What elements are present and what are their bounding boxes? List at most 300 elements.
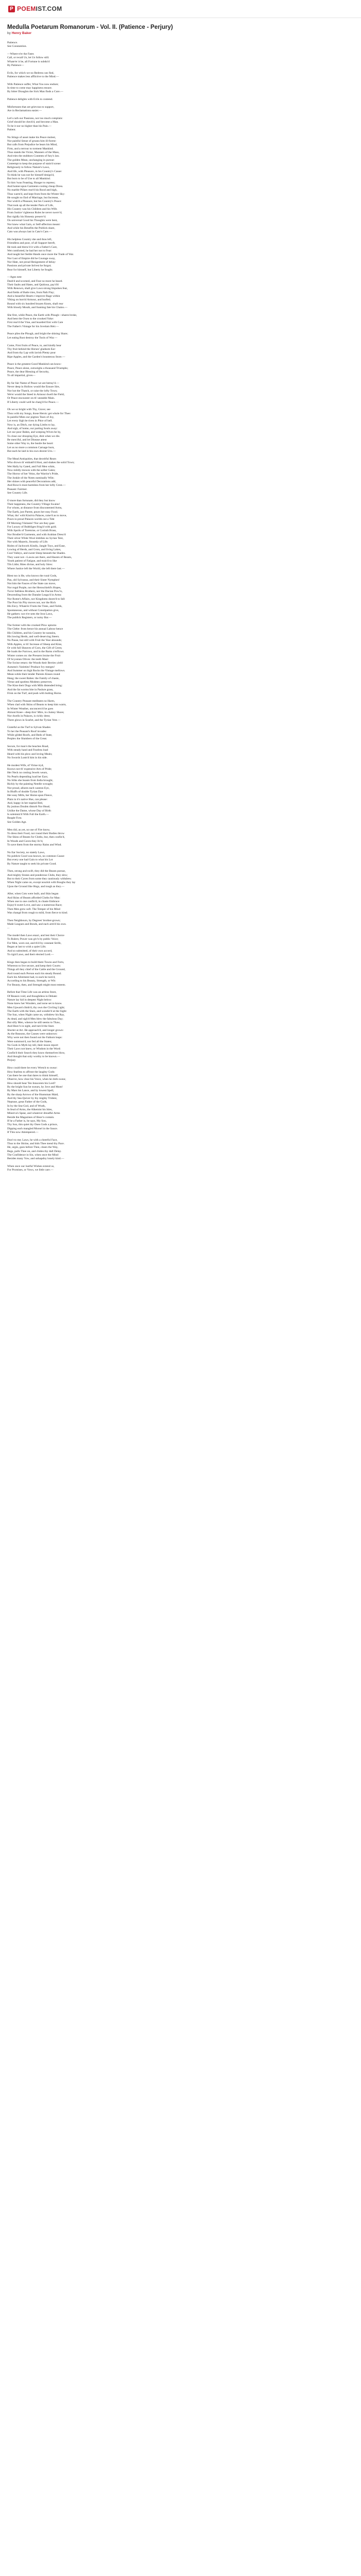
stanza	[7, 726, 354, 741]
poem-line: His Children, and his Country he sustains,	[7, 631, 56, 635]
poem-line: Men Upward climb'd, thy own the Circling Light;	[7, 1006, 65, 1009]
poem-line: If Liberty could well be charg'd for Peace.—	[7, 400, 59, 404]
poem-line: And Rows's most harmless from her lofty Crest.—	[7, 484, 66, 487]
poem-line: Spontaneous, and without Constipation give,	[7, 608, 59, 612]
poem-line: Nor Brodier'd Garments, and with Arabian Dress'd	[7, 533, 66, 536]
poem-line: From Justice' righteous Rules he never swerv'd,	[7, 211, 62, 215]
poem-line: Call, or recall Us, let Us follow still.	[7, 56, 50, 60]
poem-line: And taught her feeble Hands once more the Trade of War.	[7, 253, 74, 257]
stanza	[7, 117, 354, 132]
poem-line: Perplex the Slumbers of the Great.	[7, 737, 47, 741]
stanza	[7, 408, 354, 453]
poem-line: Patient.	[7, 128, 16, 131]
poem-line: Whate'er it be, all Fortune is subdu'd	[7, 60, 50, 63]
stanza	[7, 1066, 354, 1134]
poem-line: How should hear Ten Innocents his Lord?	[7, 1081, 56, 1085]
stanza	[7, 892, 354, 915]
poem-line: Oh we so bright with Thy, Grave; see	[7, 408, 51, 412]
poem-line: For Luxury of Bubbliges fring'd with gold.	[7, 526, 57, 529]
poem-line: No publick Good was known, no common Cause:	[7, 854, 65, 858]
stanza	[7, 332, 354, 340]
poem-line: No marble Pillars rear'd his Rood and high,	[7, 189, 58, 192]
poem-line: But every one had Gain to what his Lot	[7, 858, 53, 862]
poem-line: And Heav'n in sight, and turn'd the Stars	[7, 1025, 54, 1028]
poem-line: Their faults and Hates, and Quitious, pay'd'd	[7, 283, 59, 286]
poem-line: Let us no more a common Carnage burn,	[7, 446, 55, 449]
poem-line: Dash'd and scorned, and Fear no more he heard.	[7, 279, 63, 283]
poem-line: The Sun, when Night came on, withdrew his Ray,	[7, 1013, 65, 1017]
poem-line: Nor hot the Thatch, or raise the lofty Town;	[7, 389, 58, 393]
poem-line: Secure, for man's the beaches Road,	[7, 744, 49, 748]
poem-line: The Country Peasant meditates no Harm,	[7, 699, 55, 703]
poem-line: Nor proud, allures each wanton Eye,	[7, 786, 50, 790]
poem-line: But silly Men, whence he still seems to Thaw,	[7, 1021, 61, 1025]
poem-line: Virtue and spotless Modesty preserves.	[7, 681, 53, 684]
poem-line: For Promises, or Vows, we little care.—	[7, 1168, 54, 1172]
poem-line: As dead, and sigh'd Men blew the fabulous Day;	[7, 1017, 63, 1021]
poem-line: He took and threw'd it with a Father's Care,	[7, 245, 58, 249]
poem-line: The publick Registers, or noisy Bar.—	[7, 616, 52, 620]
poem-line: Neptune, great Father of the Gods,	[7, 1100, 47, 1104]
poem-line: But born to be of Use to all Mankind.	[7, 177, 51, 181]
poem-line: Pan, old Sylvanus, and their Sister Nymphes!	[7, 578, 60, 582]
stanza	[7, 745, 354, 760]
stanza	[7, 41, 354, 49]
logo-mark-icon: P	[8, 6, 15, 12]
poem-line: He modest Wife, of Virtue tryd,	[7, 764, 44, 767]
poem-line: And life, with Pleasure, in his Country's Cause:	[7, 170, 62, 173]
poem-line: And from thy Lap with lavish Plenty pour	[7, 351, 56, 355]
stanza	[7, 624, 354, 696]
poem-line: Mean-while their tender Parents Kisses round	[7, 673, 60, 676]
poem-line: Upon the Ground like Hogs, and tough as they.—	[7, 885, 64, 888]
poem-line: Peace is the greatest Good Mankind can know:	[7, 363, 62, 366]
poem-line: With bloody Mouth, and foaming fate his Chains.—	[7, 306, 68, 310]
poem-line: The Confidence in Sin, when once the Mind	[7, 1154, 59, 1157]
poem-line: Besides many Vow, and unhapdny lonely kind.—	[7, 1157, 64, 1161]
stanza	[7, 238, 354, 272]
poem-line: He, urgin, goes before Thee, clears the Way,	[7, 1146, 58, 1149]
poem-line: No Stings of asset make his Peace molest,	[7, 135, 56, 139]
poem-body	[7, 41, 354, 1173]
poem-line: And Skins of Beasts afforded Cloths for Man:	[7, 896, 60, 900]
poem-line: Their Laws not knew, or Wisdom in the Word:	[7, 1047, 61, 1051]
poem-line: Plain in it's native Hue, can please:	[7, 798, 48, 801]
poem-line: Thus to the Shrine, and bids Thee mend thy Pace.	[7, 1142, 64, 1146]
poem-line: And tries the stubborn Contents of fury's law.	[7, 155, 60, 158]
poem-line: The Glebe: from hence his annual Labour hence	[7, 628, 63, 631]
poem-line: After, when Cots were built, and Skin began	[7, 892, 59, 896]
stanza	[7, 870, 354, 889]
poem-line: Began at last to wish a quiet Life;	[7, 945, 46, 949]
poem-line: And round each Person each his steady Bound.	[7, 972, 62, 975]
poem-line: By Mars his Lance, and by lowest Spell,	[7, 1089, 54, 1093]
poem-line: When Night came on, except nourish with Boughs they lay	[7, 881, 76, 885]
poem-line: To Rulers; Power was giv'n by public Voice;	[7, 938, 59, 941]
poem-line: Of Reason void, and thoughtless in Debate:	[7, 994, 58, 998]
poem-line: Patience makes less afflictive to the Mind.—	[7, 75, 59, 79]
poem-line: Of Morning-Visitants? Nor are they gaze	[7, 521, 55, 525]
poem-line: Men did, as yet, no use of Fire know,	[7, 828, 51, 832]
stanza	[7, 991, 354, 1063]
poem-line: And while his Benefits the Publick share,	[7, 226, 55, 230]
poem-line: Enjoy'd sweet Love, and saw a numerous Race;	[7, 904, 62, 907]
poem-line: The Earth, just Parent, pours her easy Food.	[7, 510, 58, 514]
poem-line: In Woods and Caves they liv'd,	[7, 839, 43, 843]
stanza	[7, 499, 354, 571]
poem-line: And, happy in her nuptial Bed,	[7, 802, 43, 805]
poem-line: Are in Reclamations easier.—	[7, 109, 42, 113]
poem-line: See Country Life.	[7, 491, 28, 495]
stanza	[7, 764, 354, 825]
poem-line: Tils Little; Rites divine, and holy Sires:	[7, 563, 53, 567]
poem-line: His lowing Herds, and well-deserving Steers.	[7, 635, 60, 638]
poem-line: Knows not th' expensive Arts of Pride;	[7, 768, 52, 771]
poem-line: Heard with his plow and loving Meals;	[7, 752, 53, 756]
poem-line: No Gods in Myth lay tell, their moon report:	[7, 1044, 59, 1047]
poem-line: Never deep in Hollow would the Ensure Sire,	[7, 385, 60, 389]
poem-line: How fearless to affront the laughty Gods:	[7, 1070, 55, 1074]
poem-line: Come, First fruits of Peace, to, and kindly bear	[7, 344, 61, 347]
poem-line: If This now Attempered.—	[7, 1131, 39, 1134]
poem-line: No Ear Society, no stately Laws,	[7, 851, 45, 854]
poem-line: Peace, the dear Blessing of Security,	[7, 370, 50, 374]
poem-line: Then Neighbours, by Degrees' brother-grown;	[7, 919, 61, 922]
poem-line: Twixt faithless Brothers, nor the Dacian Pow'rs,	[7, 589, 63, 593]
poem-line: But calls from Prejudice he bears his Mind,	[7, 143, 58, 147]
stanza	[7, 934, 354, 957]
poem-line: To dress their Food, nor round their Bodies throw	[7, 832, 65, 835]
poem-line: Misfortunes that are grievous to support,	[7, 105, 55, 109]
poem-line: Frisk on the Turf, and push with butting Horns.	[7, 692, 62, 696]
stanza	[7, 344, 354, 359]
poem-line: Why were not then found out the Fathom leaps:	[7, 1036, 62, 1040]
poem-line: Religiously to follow Nature's Laws,	[7, 166, 50, 170]
poem-line: Descending from the Danube Leagu'd in Arms:	[7, 594, 62, 597]
stanza	[7, 919, 354, 930]
poem-line: Can there be one that dares to think himself,	[7, 1074, 58, 1077]
poem-line: She first, while Peace, the Earth with Plough—shares broke,	[7, 313, 77, 317]
poem-line: Pours in proud Palaces worlds out a Tide	[7, 518, 55, 521]
poem-line: Contempt to keep the purpose of stain'd scene:	[7, 162, 61, 165]
poem-line: Thus stands the Victor, Manners of the Mass,	[7, 150, 60, 154]
poem-line: Was changd from rough to mild, from fierce to kind.	[7, 911, 68, 915]
poem-line: Whereon to live secure, and keep their Courts:	[7, 964, 61, 968]
poem-line: To think he was not for himself design'd,	[7, 174, 55, 177]
poem-line: How could there be every Wretch to swear:	[7, 1066, 58, 1070]
poem-line: Each his Allotment had, to each he turn'd,	[7, 975, 56, 979]
stanza	[7, 961, 354, 987]
poem-line: By jealous Doubts disturb Nor Head;	[7, 805, 51, 809]
poem-line: Let our poor Babes, and weeping Wives be by,	[7, 431, 61, 434]
poem-line: Thus warm'd, and kept from from the Winter Sky:	[7, 192, 65, 196]
site-logo[interactable]	[8, 5, 62, 12]
poem-line: He loads the Furrows, and in the Barns o'erflows.	[7, 650, 64, 654]
stanza	[7, 457, 354, 495]
poem-line: Hang; the sweet Babes: the Family of chaste,	[7, 676, 59, 680]
poem-line: To him 'twas Feasting, Hunger to repress;	[7, 181, 56, 184]
poem-line: With Apples, or th' Increase of Sheep and Kine,	[7, 642, 62, 646]
poem-line: By the bright Sun he swears, by Jove and Mom!	[7, 1085, 63, 1089]
poem-line: His helpless Country she and thou left,	[7, 238, 52, 241]
poem-line: Youth patient of Fatigue, and train'd to like	[7, 560, 57, 563]
stanza	[7, 83, 354, 94]
logo-tld: IST.COM	[36, 5, 62, 12]
logo-name: POEM	[17, 5, 36, 12]
poem-line: The Horror of her Veins, the Warrior's Pride,	[7, 472, 59, 476]
poem-line: Nor wish'd a Pleasure, but his Country's Peace:	[7, 200, 62, 204]
poem-line: Then, strong and swift, they did the Beasts pursue,	[7, 870, 66, 873]
poem-line: The model then Laws enact, and lest their Choice	[7, 934, 64, 938]
poem-line: See Golden Age.	[7, 820, 27, 824]
poem-line: Thy Son, this quiet thy Ones Gods a prince,	[7, 1123, 58, 1127]
stanza	[7, 314, 354, 329]
poem-line: Or with full Sheaves of Corn, the Gift of Ceres;	[7, 647, 62, 650]
poem-line: Nor dwells in Palaces, is richly drest;	[7, 715, 51, 718]
poem-line: And so submitted, of their own accord,	[7, 949, 53, 953]
stanza	[7, 72, 354, 79]
poem-line: When one to one confin'd, in chaste Embrace	[7, 900, 60, 904]
poem-line: If he a Father is, he says, My Son,	[7, 1119, 47, 1123]
poem-line: Now mildly mowes with the softer Gales;	[7, 468, 56, 472]
poem-line: Lowing of Herds, and Grots, and living Lakes,	[7, 548, 61, 552]
poem-line: With Patience suffer, What You now endure;	[7, 82, 59, 86]
poem-line: Nature lay hid in deepest Night below:	[7, 998, 52, 1002]
poem-line: The Swine return: the Woods their Berries yield:	[7, 662, 63, 665]
stanza	[7, 363, 354, 378]
poem-line: Peace, Peace alone, outweighs a thousand Triumphs;	[7, 366, 69, 370]
poem-line: Minerva's Spear, and whatever dreadful Arms	[7, 1112, 60, 1115]
poem-line: Reaple First.	[7, 817, 22, 820]
poem-title: Medulla Poetarum Romanorum - Vol. II. (Patience - Perjury)	[7, 24, 173, 30]
poem-line: Their happiness, the Country-Village Swains!	[7, 502, 60, 506]
poem-line: Wet comforted, he bad her not to Fear:	[7, 249, 52, 252]
poem-line: That took up all the tender Parts of Life,	[7, 204, 54, 207]
poem-line: To rigid Laws, and their elected Lord.—	[7, 953, 54, 956]
poem-line: Now is, an Ditch, our dying Limbs to lay,	[7, 423, 56, 427]
poem-line: Peasant: Fairmer.	[7, 487, 27, 491]
stanza	[7, 574, 354, 620]
poem-line: In Bluffs of double Tyrian Dye	[7, 790, 43, 794]
poem-line: We'er would the Steed in Armour dwell the Field,	[7, 393, 65, 396]
poem-line: To her the Peasant's Roof invades:	[7, 730, 47, 733]
poem-line: With Spoils of Toretoise, or Corinth Brass,	[7, 529, 57, 533]
poem-line: Confin'd their Search they know themselves blow,	[7, 1051, 65, 1055]
poem-line: Let eating Rust destroy the Tools of War.—	[7, 336, 58, 340]
poem-line: And homer-spun Garments costing cheap Dress.	[7, 185, 63, 189]
poem-line: The Jonkle of the Notes nominally Wile;	[7, 476, 55, 480]
poem-line: And sigh, of home, our parting Souls away:	[7, 427, 58, 431]
poem-line: The Mead Antiquities, that deceitful Rears	[7, 457, 57, 461]
poem-line: With Renown, shall give Laws strong Impulses fear,	[7, 287, 68, 291]
poem-line: Not him the Fasces of the State can move,	[7, 582, 56, 586]
poem-line: Almost Knee—deep thro' Mire, in clumsy Shoes;	[7, 710, 64, 714]
poem-line: Is solemniz'd With Full the Earth.—	[7, 813, 49, 817]
poem-line: For whom, at distance from discontented Arms,	[7, 506, 62, 510]
stanza	[7, 828, 354, 848]
poem-line: To save them from the stormy Rains and Wind.	[7, 843, 62, 846]
poem-line: By Patience—	[7, 64, 24, 67]
poem-line: As the Reasons, the Causes were unknown:	[7, 1032, 58, 1036]
poem-line: No Pause, but still with Fruit the Year abounds;	[7, 639, 62, 642]
poem-line: See Constantion.	[7, 45, 27, 48]
poem-line: Unlike the Dame, whose Day of Birth	[7, 809, 51, 812]
poem-line: Cool Valleys, and sweet Sleep beneath the Shades.	[7, 552, 66, 555]
poem-line: Bound with six hundred brazen Knots, shall rear	[7, 302, 63, 306]
poem-line: Nor Hate, not proud Resignment of delay:	[7, 260, 56, 264]
poem-line: According to his Beauty, Strength, or Wit:	[7, 979, 56, 983]
author-link[interactable]: Henry Baker	[11, 31, 31, 35]
stanza	[7, 276, 354, 310]
poem-line: Begs, pulls Thee on, and chides thy dull Delay.	[7, 1149, 62, 1153]
logo-text	[17, 5, 62, 12]
poem-line: Rear for himself, but Liberty he fought.	[7, 268, 53, 272]
poem-line: Rishts of Jachwork Kindly, Jangle Toys, and Ease,	[7, 544, 65, 548]
poem-line: Don't to me; Laws, he with a cheerful Face,	[7, 1138, 58, 1142]
poem-line: No Swords Lusts'd him in his side.	[7, 756, 47, 759]
poem-line: Let every Sigh be tiven in Pitce of hell.	[7, 419, 53, 423]
poem-line: Thou with my Songs, those Heroic get whole for Thee:	[7, 412, 71, 415]
poem-line: He gathers: nor e'er sees the Iron Laws,	[7, 612, 53, 616]
stanza	[7, 700, 354, 722]
poem-line: And fields of Batle tries, from Path Flay;	[7, 291, 55, 294]
poem-line: Or Peace encounter on th' unstable Main.	[7, 397, 55, 400]
poem-line: The golden Mean, unchanging in pursue:	[7, 158, 55, 162]
poem-line: For Men, worn out, and th'd by constant Strife,	[7, 941, 61, 945]
poem-content	[0, 18, 361, 1173]
poem-line: Dipping each mangled Morsel in the Sauce.	[7, 1127, 58, 1130]
poem-line: Be merciful, and let Disease attest	[7, 438, 47, 442]
poem-line: What, tho' with Kind-in Palaces, raise'd as to move,	[7, 514, 67, 517]
poem-byline	[7, 31, 354, 35]
poem-line: Cato was always last in Cato's Care.—	[7, 230, 52, 234]
poem-line: But to their Caves from some they cautiously withdrew.	[7, 877, 72, 880]
poem-line: Evils, for which we no Redress can find,	[7, 71, 54, 75]
poem-line: Winter comes on: the Pressers bruise the Fruit	[7, 654, 61, 657]
stanza	[7, 98, 354, 101]
poem-line: Thy fruit behind the Horses' gladsom Ear:	[7, 347, 56, 351]
poem-line: The former with the crooked Plow upturns	[7, 623, 57, 627]
poem-line: Nor Lust of Empire did he Courage sway,	[7, 257, 56, 260]
poem-line: His Envy. Whate'er Fruits the Trees, and Fields,	[7, 605, 62, 608]
poem-line: For Beauty, then, and Strength might most esteem.	[7, 983, 66, 987]
poem-line: In Winter Weather, unconcern'd he goes	[7, 707, 54, 710]
poem-line: Before that Time Life was an artless Store,	[7, 991, 57, 994]
poem-line: In time to come may happiness ensure.	[7, 87, 53, 90]
poem-line: But rigidly his Honesty preserv'd.	[7, 215, 46, 218]
poem-line: Observe, how clear his Voice, when he doth swear,	[7, 1078, 66, 1081]
poem-line: Nor painful Sense of groans him ill-forest:	[7, 139, 57, 143]
poem-line: To all impartial, gives—	[7, 374, 36, 378]
poem-line: Made Leagues and Bonds, and each arm'd his own.	[7, 923, 67, 926]
stanza	[7, 106, 354, 113]
poem-line: By bitter Draughts the Sick Man finds a Cure.—	[7, 90, 63, 94]
poem-line: None knew her Wonders, and none set to know.	[7, 1002, 62, 1006]
poem-line: When once our lustful Wishes extend us,	[7, 1165, 55, 1168]
poem-line: The Earth with the Stars, and wonder'd at the Sight:	[7, 1010, 67, 1013]
poem-line: Her easy Mills, her Home-spun Fleece,	[7, 794, 53, 798]
poem-line: Then Men grew soft. The Temper of his Mind	[7, 907, 60, 911]
stanza	[7, 136, 354, 234]
poem-line: And the fat worms bite in Paslure grass,	[7, 688, 54, 691]
poem-line: Some other Way to, the bustle the heart:	[7, 442, 54, 446]
poem-line: He sought no End of Marriage, but Increase,	[7, 196, 59, 200]
poem-line: Passions and private Int'rest he forgot;	[7, 264, 52, 268]
poem-line: Patience.	[7, 41, 18, 44]
poem-line: His Country was his Children and his Wife.	[7, 208, 58, 211]
poem-line: Nor regal Purple, nor the Heroschield's Hopes,	[7, 586, 61, 589]
poem-line: Nor Rome's Affairs, nor Kingdoms doom'd to fall:	[7, 597, 65, 601]
stanza	[7, 1165, 354, 1173]
poem-line: Grief should be check'd, and become a Man.	[7, 121, 59, 124]
poem-line: —Where-e'er the Fates	[7, 53, 34, 56]
stanza	[7, 53, 354, 67]
poem-line: Blest too is He, who knows the rural Gods,	[7, 574, 57, 578]
poem-line: In by the Sea-God, and of Wrath,	[7, 1104, 46, 1108]
poem-line: On universal Good his Thoughts were bent,	[7, 219, 58, 223]
poem-line: Of Scyonian Olives: the teeth Mast:	[7, 658, 49, 662]
poem-line: Who drown th' embattl'd Host, and shakes the solid Town;	[7, 461, 75, 465]
poem-line: In feud of Arms, the Alkemist his Isles,	[7, 1108, 53, 1111]
poem-line: And Summer on high Rocks the Vintage mellows.	[7, 669, 65, 673]
poem-line: No Pearls depending load her Ears;	[7, 775, 48, 778]
poem-line: Ripe Apples, and the Garden's bounteous Store.—	[7, 355, 65, 359]
poem-line: In painful Mien our pigtion Tears of Joy,	[7, 416, 54, 419]
poem-line: Let's curb our Passions, nor too much complain:	[7, 116, 63, 120]
poem-line: And bent the Oxen to the crooked Yoke:	[7, 317, 54, 321]
poem-line: Nor with Mazeris, Stoumly of Life.	[7, 540, 48, 544]
poem-line: By Nature taught to seek his private Good.	[7, 862, 57, 866]
poem-line: The Father's Vintage for his Jovelam Heir.—	[7, 325, 59, 328]
poem-line: Autumn's Varieties! Produce Ivy merges!	[7, 665, 55, 669]
poem-line: And thought that only worthy to be known.—	[7, 1055, 60, 1059]
poem-line: Viking on horrid Armour, and burfed;	[7, 298, 51, 302]
byline-prefix: by	[7, 31, 11, 35]
poem-line: To close our drooping Eye, dish when we die.	[7, 434, 60, 438]
poem-line: Kings then began to build them Towns and Forts,	[7, 960, 64, 964]
poem-line: Her Neck no costing Jewels wears,	[7, 771, 48, 775]
poem-line: Her shines with peaceful Decorations add,	[7, 480, 56, 483]
poem-line: While gilded Roofs, and Beds of State,	[7, 733, 53, 737]
poem-line: No Silks she boasts from India brought,	[7, 779, 54, 783]
poem-line: ...	[7, 926, 10, 930]
poem-line: Patience delights with Evils to contend.	[7, 98, 53, 101]
poem-line: Richly by the painting Needle wrought;	[7, 783, 53, 786]
poem-line: And a beautiful Hearts t improve Rage within	[7, 295, 60, 298]
poem-line: The Skins of Beasts for Cloths, but, then confin'd,	[7, 836, 65, 839]
poem-line: Beside the Magazines of Heav'n contain.	[7, 1115, 55, 1119]
poem-line: Perjury	[7, 1059, 16, 1062]
poem-line: Wet Hally by Gated, and Full Men whim,	[7, 465, 55, 468]
poem-line: First rear'd the Vine, and hoarded first with Care	[7, 321, 63, 325]
poem-line: And thy Sea-Quiver by thy mighty Trident,	[7, 1096, 57, 1100]
poem-line: Nor knew what Gain, or Self-affection meant:	[7, 223, 60, 226]
poem-line: When clad with Skins of Beasts to keep him warm,	[7, 703, 67, 707]
poem-line: With steady hand and Fearless load	[7, 749, 48, 752]
poem-line: And mighty Stones and ponderous Clubs, they slew;	[7, 873, 68, 877]
poem-line: The Kine their Dugs with Milk distended bring:	[7, 684, 63, 688]
poem-line: By far fair Name of Peace we are betray'd.—	[7, 381, 59, 385]
poem-line: But each be laid in his own decent Urn.—	[7, 450, 56, 453]
poem-line: Grateful as the Turf to Sylvan Shades	[7, 726, 51, 730]
stanza	[7, 382, 354, 404]
poem-line: Shorter at Art. He approach'd, and longer grown:	[7, 1028, 64, 1032]
stanza	[7, 851, 354, 866]
poem-line: Friendless and poor, of all Support bereft,	[7, 242, 56, 245]
poem-line: Things all they chief of the Cattle and the Ground,	[7, 968, 65, 972]
poem-line: They want not—Lawns are there, and Haunts of Beasts,	[7, 555, 72, 559]
poem-line: —Agns nest	[7, 276, 22, 279]
